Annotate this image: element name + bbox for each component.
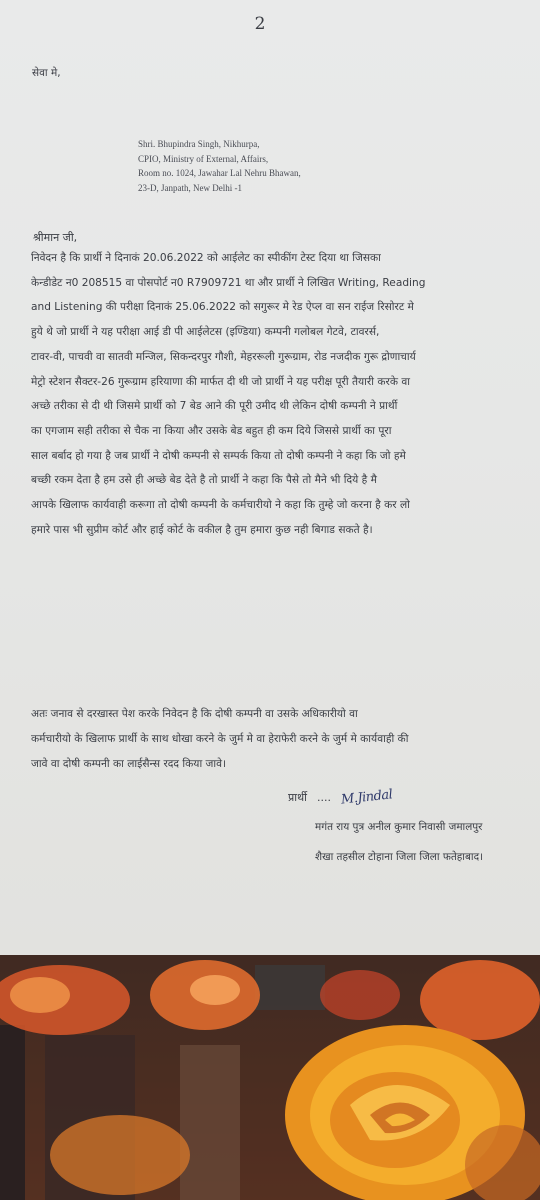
address-line: Shri. Bhupindra Singh, Nikhurpa, [138, 139, 260, 149]
paragraph-line: हमारे पास भी सुप्रीम कोर्ट और हाई कोर्ट के वकील है तुम हमारा कुछ नही बिगाड सकते है। [31, 523, 373, 536]
rose-pattern-image [0, 955, 540, 1200]
floral-cloth-background [0, 955, 540, 1200]
paragraph-line: कर्मचारीयो के खिलाफ प्रार्थी के साथ धोखा करने के जुर्म मे वा हेराफेरी करने के जुर्म मे कार्यवाही की [31, 733, 409, 745]
signature-row [288, 787, 394, 808]
paragraph-line: निवेदन है कि प्रार्थी ने दिनाकं 20.06.2022 को आईलेट का स्पीकींग टेस्ट दिया था जिसका [31, 252, 381, 264]
paragraph-line: केन्डीडेट न0 208515 वा पोसपोर्ट न0 R7909721 था और प्रार्थी ने लिखित Writing, Reading [31, 276, 426, 289]
paragraph-line: हुये थे जो प्रार्थी ने यह परीक्षा आई डी पी आईलेटस (इण्डिया) कम्पनी गलोबल गेटवे, टावरर्स, [31, 326, 380, 339]
paragraph-line: का एगजाम सही तरीका से चैक ना किया और उसके बेड बहुत ही कम दिये जिससे प्रार्थी का पूरा [31, 424, 392, 437]
paragraph-line: बच्छी रकम देता है हम उसे ही अच्छे बेड देते है तो प्रार्थी ने कहा कि पैसे तो मैने भी दिये है मै [31, 474, 377, 487]
paragraph-line: टावर-वी, पाचवी वा सातवी मन्जिल, सिकन्दरपुर गौशी, मेहररूली गुरूग्राम, रोड नजदीक गुरू द्रोणाचार्य [31, 350, 416, 363]
paragraph-line: अतः जनाव से दरखास्त पेश करके निवेदन है कि दोषी कम्पनी वा उसके अधिकारीयो वा [31, 708, 358, 720]
greeting: श्रीमान जी, [33, 231, 78, 244]
sender-line: मगंत राय पुत्र अनील कुमार निवासी जमालपुर [315, 821, 483, 833]
to-label: सेवा मे, [32, 67, 61, 79]
recipient-address [138, 137, 301, 195]
address-line: CPIO, Ministry of External, Affairs, [138, 153, 269, 164]
paragraph-line: and Listening की परीक्षा दिनाकं 25.06.2022 को सगुरूर मे रेड ऐप्ल वा सन राईज रिसोरट मे [31, 301, 414, 314]
page-number: 2 [254, 14, 266, 34]
paragraph-line: मेट्रो स्टेशन सैक्टर-26 गुरूग्राम हरियाणा की मार्फत दी थी जो प्रार्थी ने यह परीक्ष पूरी तैयारी करके वा [31, 375, 410, 388]
paragraph-line: आपके खिलाफ कार्यवाही करूगा तो दोषी कम्पनी के कर्मचारीयो ने कहा कि तुम्हे जो करना है कर लो [31, 499, 410, 511]
applicant-label: प्रार्थी [288, 791, 307, 804]
signature-dots: .... [317, 791, 331, 804]
paragraph-line: साल बर्बाद हो गया है जब प्रार्थी ने दोषी कम्पनी से सम्पर्क किया तो दोषी कम्पनी ने कहा कि जो हमे [31, 449, 406, 462]
signature: M.Jindal [340, 787, 394, 808]
address-line: 23-D, Janpath, New Delhi -1 [138, 182, 242, 193]
paragraph-line: अच्छे तरीका से दी थी जिसमे प्रार्थी को 7 बेड आने की पूरी उमीद थी लेकिन दोषी कम्पनी ने प्रार्थी [31, 400, 398, 413]
paragraph-line: जावे वा दोषी कम्पनी का लाईसैन्स रदद किया जावे। [31, 758, 227, 770]
address-line: Room no. 1024, Jawahar Lal Nehru Bhawan, [138, 168, 301, 179]
sender-line: शैखा तहसील टोहाना जिला जिला फतेहाबाद। [315, 851, 484, 863]
